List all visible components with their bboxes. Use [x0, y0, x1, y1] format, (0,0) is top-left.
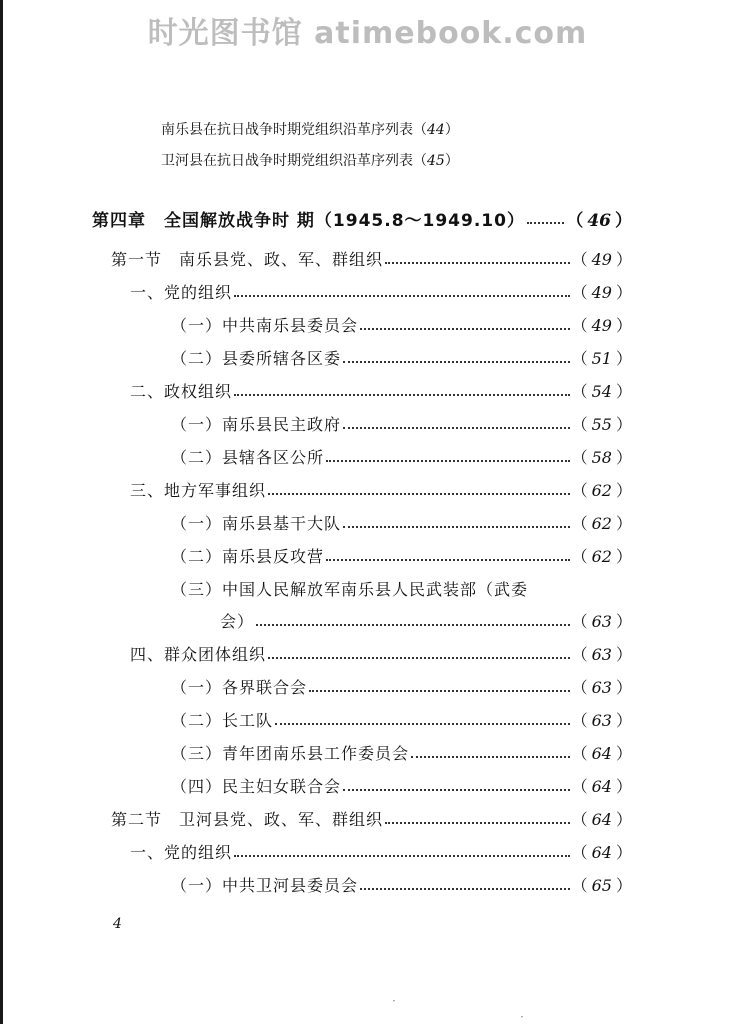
leader-dots: [360, 328, 570, 330]
leader-dots: [343, 427, 570, 429]
toc-entry-line: [171, 573, 528, 603]
page-number: 64: [591, 743, 612, 763]
leader-dots: [385, 822, 570, 824]
leader-dots: [326, 559, 570, 561]
toc-entry-title: （二）长工队: [171, 710, 274, 730]
page-number: 62: [591, 546, 612, 566]
toc-entry-title: （三）青年团南乐县工作委员会: [171, 743, 410, 763]
page-number: 62: [591, 513, 612, 533]
toc-entry-title: 四、群众团体组织: [130, 644, 267, 664]
leader-dots: [527, 222, 564, 224]
leader-dots: [360, 888, 570, 890]
toc-entry-title: （四）民主妇女联合会: [171, 776, 342, 796]
page-edge: [0, 0, 3, 1024]
scan-speck: ·: [520, 1010, 524, 1024]
toc-entry-title: （二）县辖各区公所: [171, 447, 325, 467]
page-number: 64: [591, 842, 612, 862]
toc-entry: （一）南乐县基干大队 （ 62 ）: [171, 507, 632, 537]
page-number: 63: [591, 677, 612, 697]
toc-entry-title: 三、地方军事组织: [130, 480, 267, 500]
leader-dots: [256, 624, 570, 626]
toc-entry: （四）民主妇女联合会 （ 64 ）: [171, 770, 632, 800]
page-number: 62: [591, 480, 612, 500]
toc-entry-title: 第一节 南乐县党、政、军、群组织: [111, 249, 384, 269]
page-number: 54: [591, 381, 612, 401]
chapter-title: 第四章 全国解放战争时 期（1945.8～1949.10）: [92, 210, 525, 231]
page-number: 44: [427, 122, 445, 138]
leader-dots: [234, 295, 570, 297]
toc-entry: 一、党的组织 （ 49 ）: [130, 276, 632, 306]
leader-dots: [411, 756, 570, 758]
page-number: 45: [427, 153, 445, 169]
pre-entry-title: 南乐县在抗日战争时期党组织沿革序列表: [161, 122, 413, 138]
page-number: 64: [591, 809, 612, 829]
leader-dots: [268, 493, 570, 495]
folio: 4: [113, 916, 122, 932]
page-number: 63: [591, 710, 612, 730]
page-number: 49: [591, 315, 612, 335]
pre-entry: 南乐县在抗日战争时期党组织沿革序列表（44）: [161, 122, 459, 138]
toc-entry: （二）县辖各区公所 （ 58 ）: [171, 441, 632, 471]
page-number: 65: [591, 875, 612, 895]
pre-entry-title: 卫河县在抗日战争时期党组织沿革序列表: [161, 153, 413, 169]
page-number: 58: [591, 447, 612, 467]
page-number: 49: [591, 249, 612, 269]
toc-entry: （一）南乐县民主政府 （ 55 ）: [171, 408, 632, 438]
toc-entry: 第二节 卫河县党、政、军、群组织 （ 64 ）: [111, 803, 632, 833]
leader-dots: [343, 526, 570, 528]
toc-entry: （二）长工队 （ 63 ）: [171, 704, 632, 734]
toc-entry-title: （一）南乐县民主政府: [171, 414, 342, 434]
toc-entry-title: 第二节 卫河县党、政、军、群组织: [111, 809, 384, 829]
leader-dots: [326, 460, 570, 462]
toc-entry: （三）青年团南乐县工作委员会 （ 64 ）: [171, 737, 632, 767]
toc-entry-title: （一）南乐县基干大队: [171, 513, 342, 533]
leader-dots: [275, 723, 570, 725]
page-number: 64: [591, 776, 612, 796]
page-number: 63: [591, 611, 612, 631]
leader-dots: [268, 657, 570, 659]
toc-entry: 会） （ 63 ）: [220, 605, 632, 635]
toc-entry-title: （一）中共卫河县委员会: [171, 875, 359, 895]
toc-entry: （二）南乐县反攻营 （ 62 ）: [171, 540, 632, 570]
toc-entry: （二）县委所辖各区委 （ 51 ）: [171, 342, 632, 372]
toc-entry-title: 二、政权组织: [130, 381, 233, 401]
toc-entry-title: （一）各界联合会: [171, 677, 308, 697]
pre-entry: 卫河县在抗日战争时期党组织沿革序列表（45）: [161, 153, 459, 169]
toc-entry: （一）中共卫河县委员会 （ 65 ）: [171, 869, 632, 899]
toc-entry-title: （二）南乐县反攻营: [171, 546, 325, 566]
toc-entry-title: 一、党的组织: [130, 842, 233, 862]
toc-entry: （一）中共南乐县委员会 （ 49 ）: [171, 309, 632, 339]
leader-dots: [234, 394, 570, 396]
toc-entry: 一、党的组织 （ 64 ）: [130, 836, 632, 866]
toc-entry-title: （三）中国人民解放军南乐县人民武装部（武委: [171, 579, 529, 599]
toc-entry: 四、群众团体组织 （ 63 ）: [130, 638, 632, 668]
toc-entry-continuation: 会）: [220, 611, 255, 631]
toc-entry-title: （一）中共南乐县委员会: [171, 315, 359, 335]
leader-dots: [385, 262, 570, 264]
toc-entry: 三、地方军事组织 （ 62 ）: [130, 474, 632, 504]
leader-dots: [234, 855, 570, 857]
page-number: 46: [587, 210, 611, 231]
page-number: 55: [591, 414, 612, 434]
toc-entry: （一）各界联合会 （ 63 ）: [171, 671, 632, 701]
leader-dots: [309, 690, 570, 692]
page-number: 49: [591, 282, 612, 302]
toc-entry-title: （二）县委所辖各区委: [171, 348, 342, 368]
page-number: 63: [591, 644, 612, 664]
watermark: 时光图书馆 atimebook.com: [147, 16, 588, 51]
chapter-heading: 第四章 全国解放战争时 期（1945.8～1949.10） （ 46 ）: [92, 203, 632, 233]
toc-entry: 二、政权组织 （ 54 ）: [130, 375, 632, 405]
toc-entry: 第一节 南乐县党、政、军、群组织 （ 49 ）: [111, 243, 632, 273]
page-number: 51: [591, 348, 612, 368]
leader-dots: [343, 789, 570, 791]
scan-speck: ·: [392, 994, 396, 1008]
leader-dots: [343, 361, 570, 363]
toc-entry-title: 一、党的组织: [130, 282, 233, 302]
